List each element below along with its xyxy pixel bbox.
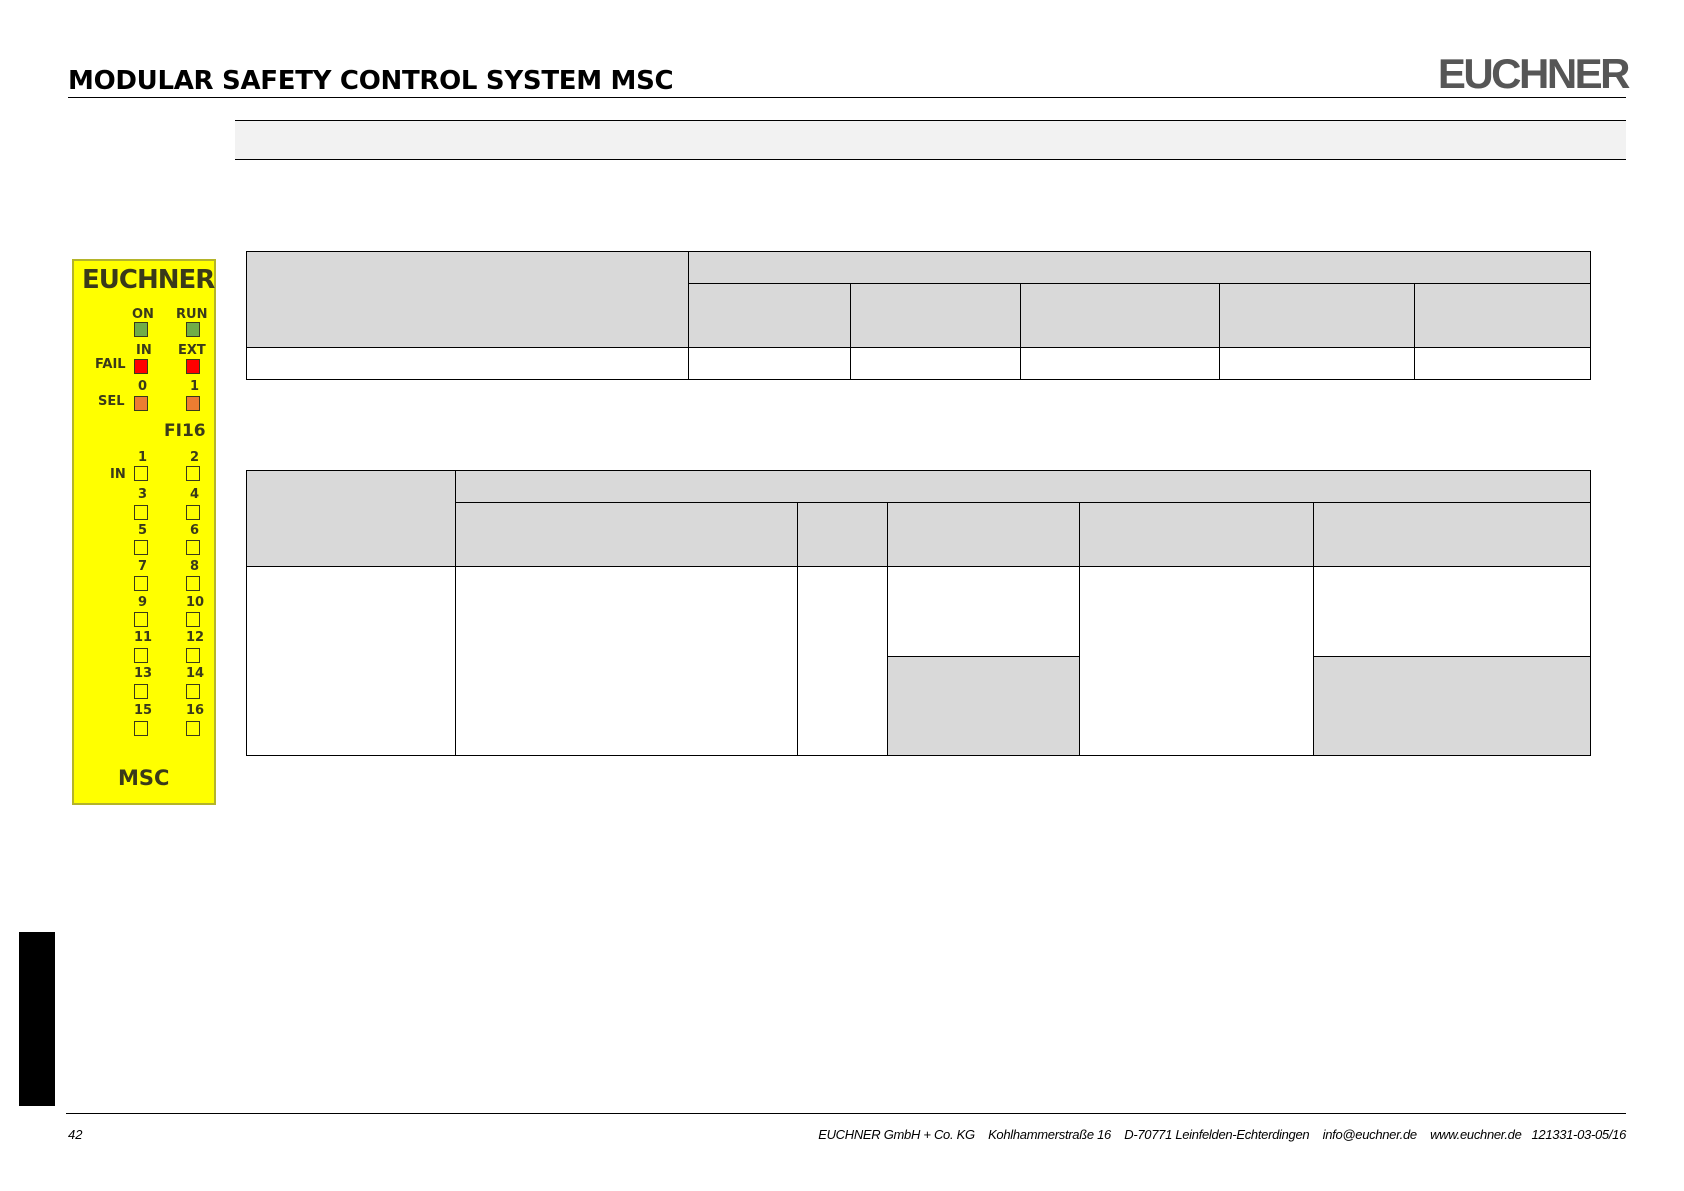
table2-subheader	[455, 502, 798, 567]
signal-table-1	[246, 251, 1591, 380]
table1-header-group	[688, 251, 1591, 284]
table2-subheader	[887, 502, 1080, 567]
panel-model-label: FI16	[164, 421, 206, 441]
footer-rule	[66, 1113, 1626, 1114]
table2-cell	[887, 566, 1080, 657]
input-label: 7	[138, 559, 148, 574]
input-label: 4	[190, 487, 200, 502]
table1-subheader	[1219, 283, 1415, 348]
input-led-4	[186, 505, 200, 520]
table2-cell	[246, 566, 456, 756]
input-group-label: IN	[110, 467, 126, 482]
table2-subheader	[1079, 502, 1314, 567]
input-led-10	[186, 612, 200, 627]
table1-cell	[246, 347, 689, 380]
footer-address	[818, 1127, 1626, 1142]
input-label: 8	[190, 559, 200, 574]
input-led-1	[134, 466, 148, 481]
section-heading-bar	[235, 120, 1626, 160]
signal-table-2	[246, 470, 1591, 756]
panel-footer-label: MSC	[118, 766, 170, 790]
input-label: 14	[186, 666, 205, 681]
table1-subheader	[850, 283, 1021, 348]
footer-city: D-70771 Leinfelden-Echterdingen	[1124, 1127, 1310, 1142]
input-label: 1	[138, 450, 148, 465]
input-label: 13	[134, 666, 153, 681]
footer-web: www.euchner.de	[1430, 1127, 1522, 1142]
input-led-16	[186, 721, 200, 736]
table2-subheader	[1313, 502, 1591, 567]
led-label-ext: EXT	[178, 343, 206, 358]
input-led-2	[186, 466, 200, 481]
header-rule	[68, 97, 1626, 98]
input-led-13	[134, 684, 148, 699]
table1-cell	[1414, 347, 1591, 380]
led-label-on: ON	[132, 307, 154, 322]
input-led-6	[186, 540, 200, 555]
document-title: MODULAR SAFETY CONTROL SYSTEM MSC	[68, 66, 674, 96]
input-label: 16	[186, 703, 205, 718]
table2-subheader	[797, 502, 888, 567]
input-label: 5	[138, 523, 148, 538]
input-led-8	[186, 576, 200, 591]
footer-company: EUCHNER GmbH + Co. KG	[818, 1127, 975, 1142]
input-label: 6	[190, 523, 200, 538]
input-label: 9	[138, 595, 148, 610]
footer-street: Kohlhammerstraße 16	[988, 1127, 1111, 1142]
sel-label-1: 1	[190, 379, 200, 394]
page-number: 42	[68, 1127, 83, 1142]
table2-cell	[1313, 566, 1591, 657]
led-run-indicator	[186, 322, 200, 337]
table2-cell	[455, 566, 798, 756]
table1-header-name	[246, 251, 689, 348]
led-label-run: RUN	[176, 307, 208, 322]
input-led-15	[134, 721, 148, 736]
table2-cell-shaded	[1313, 656, 1591, 756]
table2-cell	[1079, 566, 1314, 756]
table2-cell-shaded	[887, 656, 1080, 756]
module-front-panel	[72, 259, 216, 805]
euchner-logo: EUCHNER	[1437, 50, 1628, 97]
table1-cell	[1219, 347, 1415, 380]
input-led-5	[134, 540, 148, 555]
led-in-fail-indicator	[134, 359, 148, 374]
panel-brand-logo: EUCHNER	[82, 265, 215, 295]
input-label: 11	[134, 630, 153, 645]
table1-subheader	[1020, 283, 1220, 348]
input-led-14	[186, 684, 200, 699]
input-led-7	[134, 576, 148, 591]
footer-doc-id: 121331-03-05/16	[1531, 1127, 1626, 1142]
table1-cell	[850, 347, 1021, 380]
table1-cell	[688, 347, 851, 380]
input-led-3	[134, 505, 148, 520]
led-on-indicator	[134, 322, 148, 337]
input-label: 15	[134, 703, 153, 718]
input-led-9	[134, 612, 148, 627]
input-label: 3	[138, 487, 148, 502]
input-label: 10	[186, 595, 205, 610]
input-led-11	[134, 648, 148, 663]
table2-cell	[797, 566, 888, 756]
led-ext-fail-indicator	[186, 359, 200, 374]
table1-subheader	[1414, 283, 1591, 348]
table2-header-name	[246, 470, 456, 567]
sel-label-0: 0	[138, 379, 148, 394]
footer-email: info@euchner.de	[1322, 1127, 1417, 1142]
table2-header-group	[455, 470, 1591, 503]
led-label-sel: SEL	[98, 394, 125, 409]
input-led-12	[186, 648, 200, 663]
led-sel1-indicator	[186, 396, 200, 411]
table1-subheader	[688, 283, 851, 348]
table1-cell	[1020, 347, 1220, 380]
led-sel0-indicator	[134, 396, 148, 411]
chapter-side-tab	[19, 932, 55, 1106]
led-label-in: IN	[136, 343, 152, 358]
led-label-fail: FAIL	[95, 357, 126, 372]
input-label: 2	[190, 450, 200, 465]
input-label: 12	[186, 630, 205, 645]
